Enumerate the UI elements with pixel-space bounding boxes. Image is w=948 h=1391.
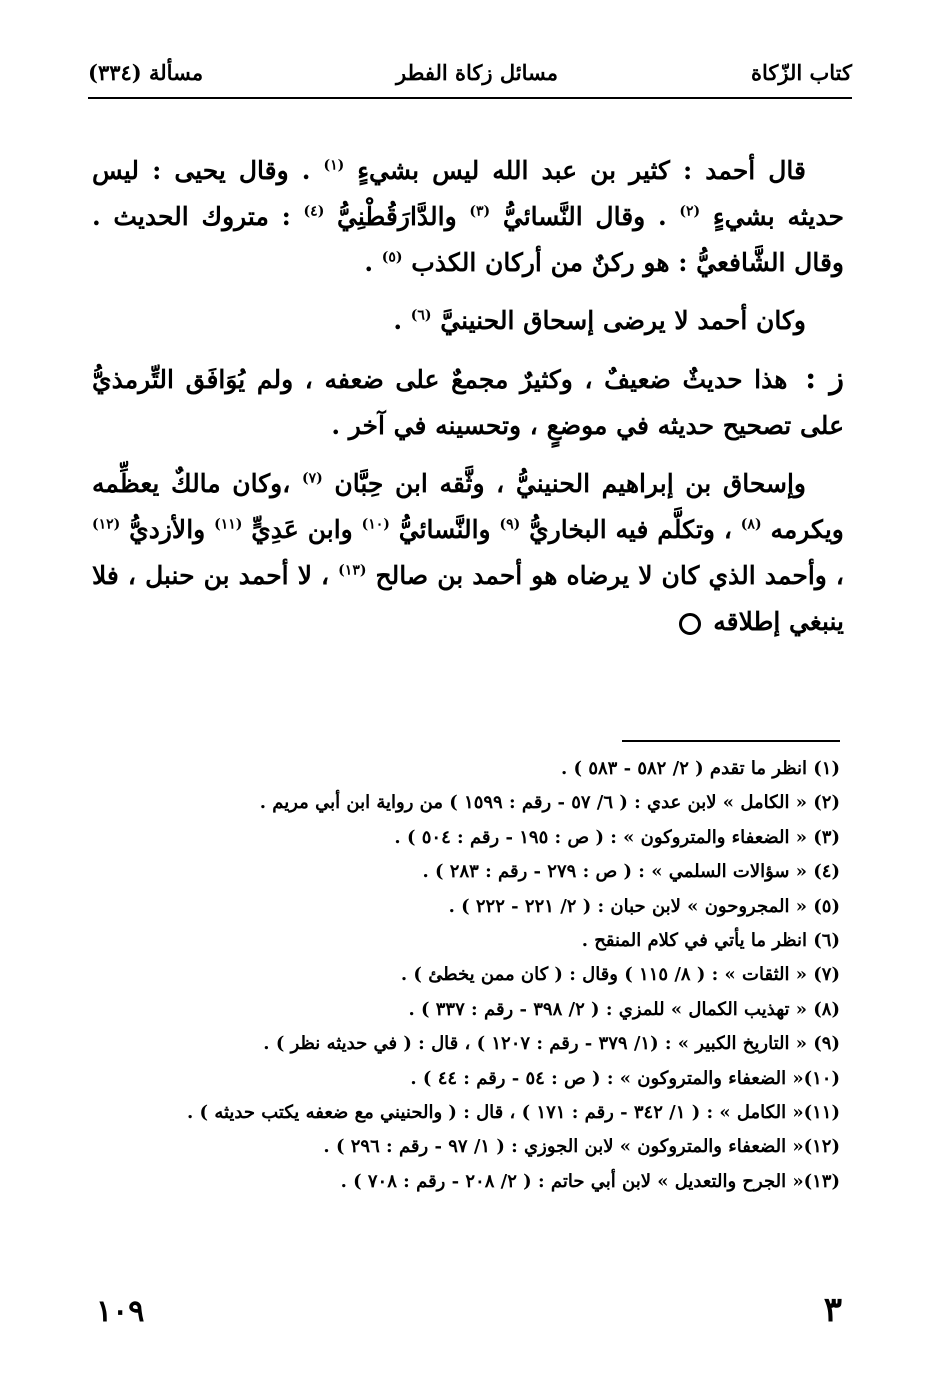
footnote-item: (٦) انظر ما يأتي في كلام المنقح . — [581, 930, 840, 952]
footnote-item: (٨) « تهذيب الكمال » للمزي : ( ٢/ ٣٩٨ - رقم : ٣٣٧ ) . — [408, 998, 840, 1020]
header-book-title: كتاب الزّكاة — [750, 59, 852, 85]
footnote-item: (٣) « الضعفاء والمتروكون » : ( ص : ١٩٥ - رقم : ٥٠٤ ) . — [394, 826, 840, 848]
text-run: . — [364, 248, 374, 277]
running-header — [88, 52, 852, 92]
text-run: ، وأحمد الذي كان لا يرضاه هو أحمد بن صالح — [375, 561, 844, 590]
footnote-ref[interactable]: (٤) — [303, 203, 325, 220]
paragraph-2 — [92, 298, 844, 344]
footnote-item: (٩) « التاريخ الكبير » : (١/ ٣٧٩ - رقم : ١٢٠٧ ) ، قال : ( في حديثه نظر ) . — [263, 1033, 840, 1055]
footnote-ref[interactable]: (٧) — [301, 470, 323, 487]
text-run: ،وكان مالكٌ يعظِّمه ويكرمه — [92, 469, 844, 544]
footnote-ref[interactable]: (١٢) — [92, 516, 121, 533]
footnote-item: (١٢)« الضعفاء والمتروكون » لابن الجوزي : ( ١/ ٩٧ - رقم : ٢٩٦ ) . — [323, 1136, 840, 1158]
text-run: والأزديُّ — [129, 515, 206, 544]
text-run: وكان أحمد لا يرضى إسحاق الحنينيَّ — [440, 306, 806, 335]
footnote-item: (٧) « الثقات » : ( ٨/ ١١٥ ) وقال : ( كان ممن يخطئ ) . — [400, 964, 840, 986]
text-run: قال أحمد : كثير بن عبد الله ليس بشيءٍ — [357, 156, 806, 185]
footnote-ref[interactable]: (١٣) — [338, 562, 367, 579]
footnote-item: (٥) « المجروحون » لابن حبان : ( ٢/ ٢٢١ - ٢٢٢ ) . — [448, 895, 840, 917]
footnote-ref[interactable]: (٨) — [740, 516, 762, 533]
footnote-ref[interactable]: (١١) — [214, 516, 243, 533]
footnote-item: (٢) « الكامل » لابن عدي : ( ٦/ ٥٧ - رقم : ١٥٩٩ ) من رواية ابن أبي مريم . — [259, 792, 840, 814]
footnote-item: (١) انظر ما تقدم ( ٢/ ٥٨٢ - ٥٨٣ ) . — [560, 758, 840, 779]
header-issue-number: مسألة (٣٣٤) — [88, 59, 204, 85]
paragraph-4 — [92, 461, 844, 645]
text-run: . — [393, 306, 403, 335]
footnote-item: (٤) « سؤالات السلمي » : ( ص : ٢٧٩ - رقم : ٢٨٣ ) . — [422, 861, 840, 883]
text-run: ، وتكلَّم فيه البخاريُّ — [529, 515, 732, 544]
page-number: ١٠٩ — [96, 1294, 145, 1329]
footnote-item: (١١)« الكامل » : ( ١/ ٣٤٢ - رقم : ١٧١ ) ، قال : ( والحنيني مع ضعفه يكتب حديثه ) . — [187, 1102, 840, 1124]
footnotes — [92, 752, 840, 1199]
text-run: ، لا أحمد بن حنبل ، فلا ينبغي إطلاقه — [92, 561, 844, 636]
text-run: وإسحاق بن إبراهيم الحنينيُّ ، وثَّقه ابن حِبَّان — [334, 469, 806, 498]
text-run: : متروك الحديث . وقال الشَّافعيُّ : هو ركنٌ من أركان الكذب — [92, 202, 844, 277]
header-chapter-title: مسائل زكاة الفطر — [396, 59, 558, 85]
section-end-circle-icon — [679, 613, 701, 635]
footnote-item: (١٣)« الجرح والتعديل » لابن أبي حاتم : ( ٢/ ٢٠٨ - رقم : ٧٠٨ ) . — [340, 1170, 840, 1192]
text-run: والدَّارَقُطْنِيُّ — [337, 202, 457, 231]
footnote-ref[interactable]: (٦) — [410, 307, 432, 324]
text-run: وابن عَدِيٍّ — [251, 515, 353, 544]
footnote-ref[interactable]: (٩) — [499, 516, 521, 533]
footnote-item: (١٠)« الضعفاء والمتروكون » : ( ص : ٥٤ - رقم : ٤٤ ) . — [410, 1067, 840, 1089]
editor-ruling-mark: ز : — [805, 361, 844, 396]
footnote-ref[interactable]: (١) — [323, 157, 345, 174]
volume-number: ٣ — [823, 1290, 842, 1330]
paragraph-3 — [92, 356, 844, 449]
header-divider — [88, 97, 852, 99]
footnote-ref[interactable]: (٥) — [381, 249, 403, 266]
main-text — [92, 148, 844, 657]
text-run: . وقال النَّسائيُّ — [502, 202, 667, 231]
text-run: هذا حديثٌ ضعيفٌ ، وكثيرٌ مجمعٌ على ضعفه ، ولم يُوَافَق التِّرمذيُّ على تصحيح حديثه في موضعٍ ، وتحسينه في آخر . — [92, 365, 844, 440]
text-run: . وقال يحيى : ليس حديثه بشيءٍ — [92, 156, 844, 231]
footnote-ref[interactable]: (٣) — [469, 203, 491, 220]
footnote-ref[interactable]: (١٠) — [361, 516, 390, 533]
footnote-ref[interactable]: (٢) — [679, 203, 701, 220]
paragraph-1 — [92, 148, 844, 286]
footnote-separator — [622, 740, 840, 742]
text-run: والنَّسائيُّ — [398, 515, 491, 544]
